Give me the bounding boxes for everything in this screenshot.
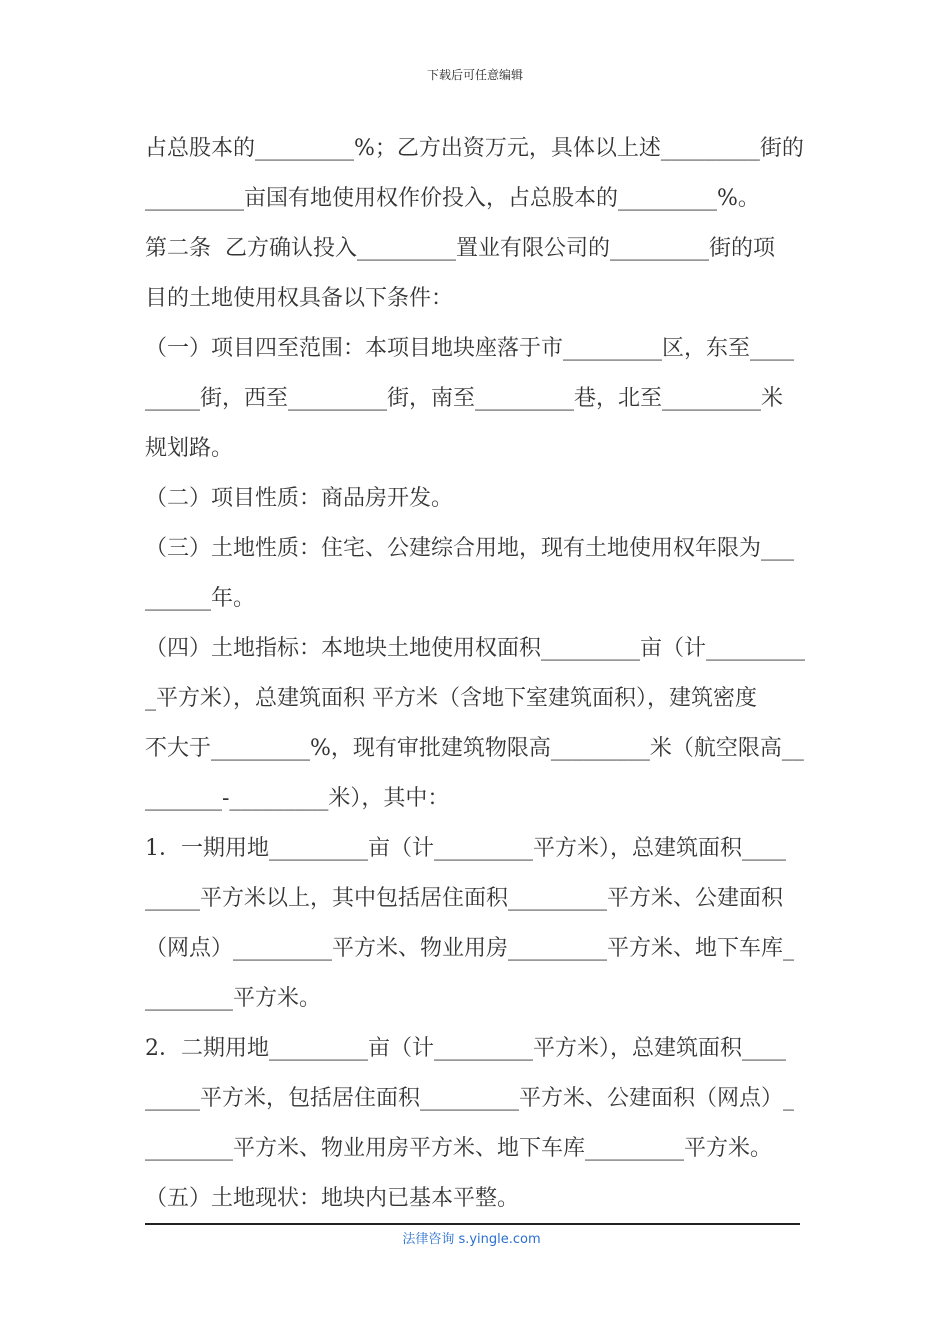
footer-link[interactable]: 法律咨询 s.yingle.com — [402, 1232, 541, 1247]
document-line: ______年。 — [145, 586, 256, 611]
document-line: （网点）_________平方米、物业用房_________平方米、地下车库_ — [145, 936, 795, 961]
document-line: （三）土地性质：住宅、公建综合用地，现有土地使用权年限为___ — [145, 536, 795, 561]
document-line: 目的土地使用权具备以下条件： — [145, 286, 454, 311]
document-line: _______-_________米），其中： — [145, 786, 450, 811]
document-line: 规划路。 — [145, 436, 234, 461]
document-line: （二）项目性质：商品房开发。 — [145, 486, 454, 511]
document-line: 第二条 乙方确认投入_________置业有限公司的_________街的项 — [145, 236, 775, 261]
document-line: 不大于_________%，现有审批建筑物限高_________米（航空限高__ — [145, 736, 804, 761]
document-line: _____平方米，包括居住面积_________平方米、公建面积（网点）_ — [145, 1086, 795, 1111]
document-line: _____街，西至_________街，南至_________巷，北至_________米 — [145, 386, 784, 411]
document-body — [145, 124, 805, 1224]
document-line: _________亩国有地使用权作价投入，占总股本的_________%。 — [145, 186, 760, 211]
document-line: （五）土地现状：地块内已基本平整。 — [145, 1186, 520, 1211]
document-line: ________平方米。 — [145, 986, 322, 1011]
document-line: ________平方米、物业用房平方米、地下车库_________平方米。 — [145, 1136, 773, 1161]
document-line: 1．一期用地_________亩（计_________平方米），总建筑面积____ — [145, 836, 786, 861]
page-header: 下载后可任意编辑 — [426, 68, 523, 82]
document-line: （一）项目四至范围：本项目地块座落于市_________区，东至____ — [145, 336, 795, 361]
document-line: _____平方米以上，其中包括居住面积_________平方米、公建面积 — [145, 886, 784, 911]
footer-divider — [145, 1223, 800, 1225]
document-line: 2．二期用地_________亩（计_________平方米），总建筑面积____ — [145, 1036, 786, 1061]
document-line: （四）土地指标：本地块土地使用权面积_________亩（计_________ — [145, 636, 805, 661]
document-line: 占总股本的_________%；乙方出资万元，具体以上述_________街的 — [145, 136, 804, 161]
document-line: _平方米），总建筑面积 平方米（含地下室建筑面积），建筑密度 — [145, 686, 757, 711]
